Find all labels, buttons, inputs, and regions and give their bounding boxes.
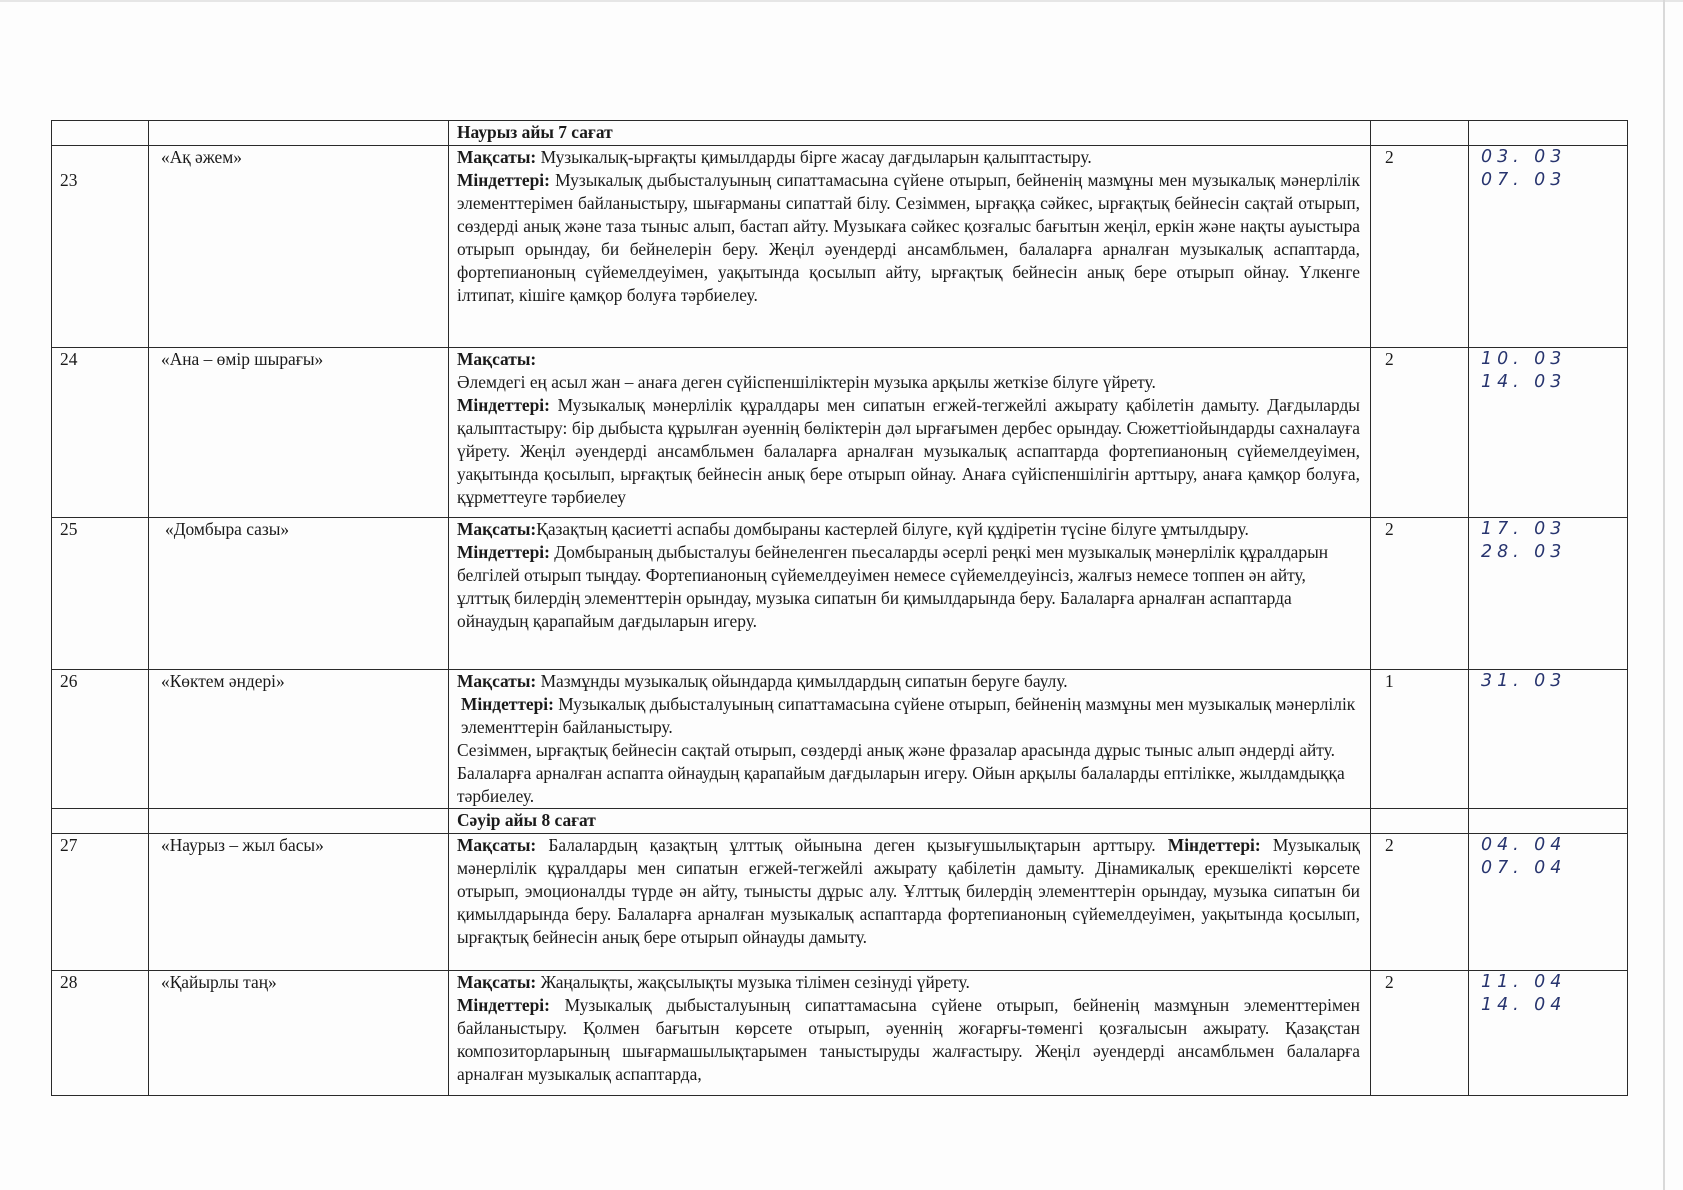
goal-text: Мазмұнды музыкалық ойындарда қимылдардың сипатын беруге баулу.: [536, 671, 1068, 691]
tasks-paragraph: [457, 394, 1360, 509]
goal-text: Әлемдегі ең асыл жан – анаға деген сүйіспеншіліктерін музыка арқылы жеткізе білуге үйрету.: [457, 372, 1156, 392]
handwritten-date: 14. 03: [1481, 372, 1567, 392]
tasks-text: Музыкалық дыбысталуының сипаттамасына сүйене отырып, бейненің мазмұны мен музыкалық мәнерлілік элементтерін байланыстыру.: [461, 694, 1356, 737]
empty-cell: [1371, 809, 1469, 834]
lesson-dates: [1469, 146, 1628, 348]
goal-label: Мақсаты:: [457, 972, 537, 992]
empty-cell: [52, 121, 149, 146]
handwritten-date: 07. 03: [1481, 170, 1567, 190]
lesson-topic: «Ана – өмір шырағы»: [149, 348, 449, 518]
section-header-april: [52, 809, 1628, 834]
section-title: Наурыз айы 7 сағат: [449, 121, 1371, 146]
tasks-paragraph: [457, 994, 1360, 1086]
tasks-label: Міндеттері:: [457, 395, 550, 415]
lesson-content: [449, 518, 1371, 670]
goal-label: Мақсаты:: [457, 671, 537, 691]
lesson-number: 25: [52, 518, 149, 670]
lesson-topic: «Көктем әндері»: [149, 670, 449, 809]
handwritten-date: 14. 04: [1481, 995, 1567, 1015]
tasks-label: Міндеттері:: [461, 694, 554, 714]
handwritten-date: 04. 04: [1481, 835, 1567, 855]
empty-cell: [149, 121, 449, 146]
goal-label: Мақсаты:: [457, 835, 537, 855]
handwritten-date: 07. 04: [1481, 858, 1567, 878]
tasks-label: Міндеттері:: [457, 542, 550, 562]
goal-tasks-paragraph: [457, 834, 1360, 949]
lesson-number: [52, 146, 149, 348]
lesson-plan-table: [51, 120, 1628, 1096]
empty-cell: [1371, 121, 1469, 146]
table-row: [52, 971, 1628, 1096]
lesson-hours: 1: [1371, 670, 1469, 809]
goal-label: Мақсаты:: [457, 519, 537, 539]
handwritten-date: 03. 03: [1481, 147, 1567, 167]
lesson-dates: [1469, 518, 1628, 670]
handwritten-date: 11. 04: [1481, 972, 1567, 992]
lesson-number: 24: [52, 348, 149, 518]
tasks-text: Музыкалық мәнерлілік құралдары мен сипатын егжей-тегжейлі ажырату қабілетін дамыту. Дағдыларды қалыптастыру: бір дыбыста құрылған әуеннің бөліктерін дәл ырғағымен дербес орындау. Сюжеттіойындарды сахналауға үйрету. Жеңіл әуендерді ансамбльмен балаларға арналған музыкалық аспаптарда фортепианоның сүйемелдеуімен, уақытында қосылып, ырғақтық бейнесін анық бере отырып ойнау. Анаға сүйіспеншілігін арттыру, анаға қамқор болуға, құрметтеуге тәрбиелеу: [457, 395, 1360, 507]
lesson-dates: [1469, 834, 1628, 971]
tasks-text: Музыкалық дыбысталуының сипаттамасына сүйене отырып, бейненің мазмұнын элементтерімен байланыстыру. Қолмен бағытын көрсете отырып, әуеннің жоғарғы-төменгі қозғалысын ажырату. Қазақстан композиторларының шығармашылықтарымен таныстыруды жалғастыру. Жеңіл әуендерді ансамбльмен балаларға арналған музыкалық аспаптарда,: [457, 995, 1360, 1084]
table-row: [52, 834, 1628, 971]
lesson-content: [449, 971, 1371, 1096]
lesson-topic: «Домбыра сазы»: [149, 518, 449, 670]
lesson-number: 27: [52, 834, 149, 971]
empty-cell: [149, 809, 449, 834]
tasks-paragraph: [457, 541, 1360, 633]
handwritten-date: 31. 03: [1481, 671, 1567, 691]
lesson-content: [449, 834, 1371, 971]
section-title: Сәуір айы 8 сағат: [449, 809, 1371, 834]
lesson-hours: 2: [1371, 518, 1469, 670]
goal-text: Музыкалық-ырғақты қимылдарды бірге жасау дағдыларын қалыптастыру.: [536, 147, 1092, 167]
goal-label: Мақсаты:: [457, 349, 537, 369]
handwritten-date: 10. 03: [1481, 349, 1567, 369]
goal-paragraph: [457, 146, 1360, 169]
lesson-dates: [1469, 971, 1628, 1096]
lesson-content: [449, 348, 1371, 518]
table-row: [52, 670, 1628, 809]
tasks-text: Домбыраның дыбысталуы бейнеленген пьесаларды әсерлі реңкі мен музыкалық мәнерлілік құралдарын белгілей отырып тыңдау. Фортепианоның сүйемелдеуімен немесе сүйемелдеуінсіз, жалғыз немесе топпен ән айту, ұлттық билердің элементтерін орындау, музыка сипатын би қимылдарында беру. Балаларға арналған аспаптарда ойнаудың қарапайым дағдыларын игеру.: [457, 542, 1329, 631]
goal-paragraph: [457, 971, 1360, 994]
extra-paragraph: Сезіммен, ырғақтық бейнесін сақтай отырып, сөздерді анық және фразалар арасында дұрыс тыныс алып әндерді айту. Балаларға арналған аспапта ойнаудың қарапайым дағдыларын игеру. Ойын арқылы балаларды ептілікке, жылдамдыққа тәрбиелеу.: [457, 740, 1345, 806]
lesson-number: 26: [52, 670, 149, 809]
empty-cell: [1469, 121, 1628, 146]
lesson-dates: [1469, 670, 1628, 809]
lesson-hours: 2: [1371, 146, 1469, 348]
tasks-paragraph: [457, 693, 1360, 739]
lesson-number-text: 23: [60, 170, 78, 190]
lesson-hours: 2: [1371, 971, 1469, 1096]
tasks-text: Музыкалық дыбысталуының сипаттамасына сүйене отырып, бейненің мазмұны мен музыкалық мәнерлілік элементтерімен байланыстыру, шығарманы сипаттай білу. Сезіммен, ырғаққа сәйкес, ырғақтық бейнесін сақтай отырып, сөздерді анық және таза тыныс алып, бастап айту. Музыкаға сәйкес қозғалыс бағытын жеңіл, еркін және нақты ауыстыра отырып орындау, би бейнелерін беру. Жеңіл әуендерді ансамбльмен, балаларға арналған музыкалық аспаптарда, фортепианоның сүйемелдеуімен, уақытында қосылып айту, ырғақтық бейнесін анық бере отырып ойнау. Үлкенге ілтипат, кішіге қамқор болуға тәрбиелеу.: [457, 170, 1360, 305]
section-header-march: [52, 121, 1628, 146]
goal-text: Қазақтың қасиетті аспабы домбыраны кастерлей білуге, күй құдіретін түсіне білуге ұмтылдыру.: [536, 519, 1249, 539]
scan-top-edge: [0, 0, 1683, 2]
lesson-topic: «Қайырлы таң»: [149, 971, 449, 1096]
tasks-text: Музыкалық мәнерлілік құралдары мен сипатын егжей-тегжейлі ажырату қабілетін дамыту. Дінамикалық ерекшелікті көрсете отырып, эмоционалды түрде ән айту, тынысты дұрыс алу. Ұлттық билердің элементтерін орындау, музыка сипатын би қимылдарында беру. Балаларға арналған музыкалық аспаптарда фортепианоның сүйемелдеуімен, уақытында қосылып, ырғақтық бейнесін анық бере отырып ойнауды дамыту.: [457, 835, 1360, 947]
tasks-label: Міндеттері:: [457, 170, 550, 190]
handwritten-date: 17. 03: [1481, 519, 1567, 539]
lesson-dates: [1469, 348, 1628, 518]
table-row: [52, 348, 1628, 518]
goal-label: Мақсаты:: [457, 147, 537, 167]
table-row: [52, 518, 1628, 670]
lesson-hours: 2: [1371, 834, 1469, 971]
empty-cell: [52, 809, 149, 834]
tasks-label: Міндеттері:: [1167, 835, 1261, 855]
empty-cell: [1469, 809, 1628, 834]
lesson-hours: 2: [1371, 348, 1469, 518]
handwritten-date: 28. 03: [1481, 542, 1567, 562]
lesson-topic: «Наурыз – жыл басы»: [149, 834, 449, 971]
tasks-paragraph: [457, 169, 1360, 307]
lesson-topic: «Ақ әжем»: [149, 146, 449, 348]
goal-text: Жаңалықты, жақсылықты музыка тілімен сезінуді үйрету.: [536, 972, 970, 992]
goal-paragraph: [457, 670, 1360, 693]
lesson-content: [449, 146, 1371, 348]
lesson-number: 28: [52, 971, 149, 1096]
goal-paragraph: [457, 518, 1360, 541]
goal-text: Балалардың қазақтың ұлттық ойынына деген қызығушылықтарын арттыру.: [536, 835, 1168, 855]
scan-page-edge: [1663, 0, 1665, 1190]
tasks-label: Міндеттері:: [457, 995, 550, 1015]
table-row: [52, 146, 1628, 348]
lesson-content: [449, 670, 1371, 809]
